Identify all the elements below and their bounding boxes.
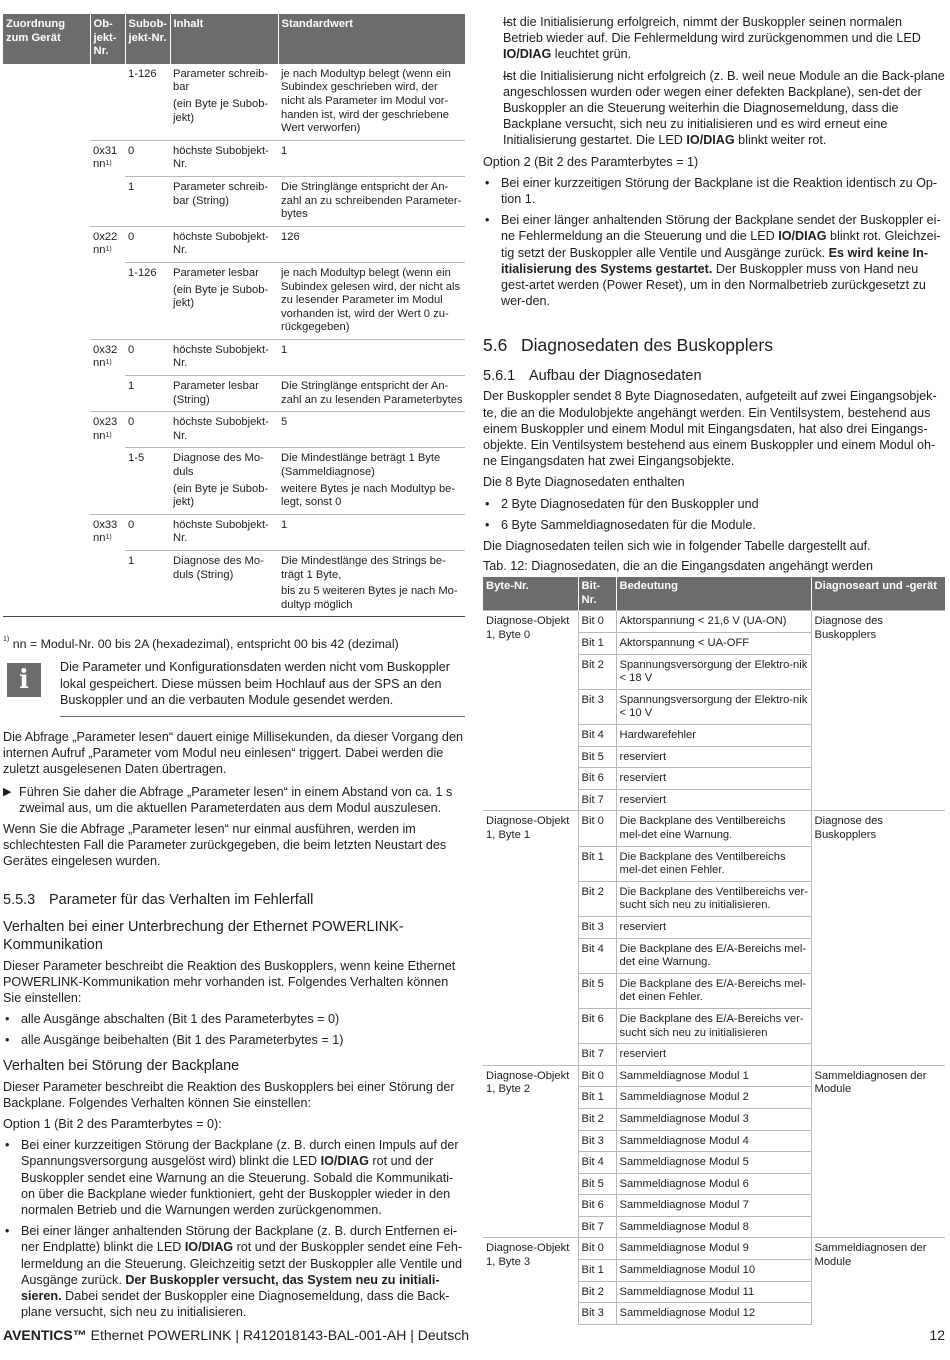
meaning-cell: Sammeldiagnose Modul 5	[616, 1152, 811, 1174]
list-item: • Bei einer kurzzeitigen Störung der Backplane ist die Reaktion identisch zu Op-tion 1.	[483, 175, 945, 207]
meaning-cell: Sammeldiagnose Modul 11	[616, 1281, 811, 1303]
content-text: Parameter schreib-bar (String)	[173, 180, 269, 207]
option-1-list	[3, 1137, 465, 1320]
object-cell	[90, 176, 125, 226]
object-cell	[90, 551, 125, 617]
content-text: (ein Byte je Subob-jekt)	[173, 97, 269, 124]
default-cell	[278, 551, 465, 617]
bit-cell: Bit 3	[578, 1130, 616, 1152]
subobject-cell: 1-5	[125, 448, 170, 514]
meaning-cell: reserviert	[616, 746, 811, 768]
bit-cell: Bit 5	[578, 1173, 616, 1195]
table-row	[3, 64, 465, 140]
bit-cell: Bit 0	[578, 1065, 616, 1087]
meaning-cell: Die Backplane des E/A-Bereichs ver-sucht sich neu zu initialisieren	[616, 1008, 811, 1043]
meaning-cell: Sammeldiagnose Modul 2	[616, 1087, 811, 1109]
default-cell	[278, 339, 465, 375]
subobject-cell: 1-126	[128, 67, 157, 80]
default-text: bis zu 5 weiteren Bytes je nach Mo-dultyp möglich	[281, 585, 458, 611]
subobject-cell: 0	[125, 140, 170, 176]
list-item: • Bei einer kurzzeitigen Störung der Backplane (z. B. durch einen Impuls auf der Spannungsversorgung ausgelöst wird) blinkt die LED IO/DIAG rot und der Buskoppler sendet eine Warnung an die Steuerung. Sobald die Kommunikati-on über die Backplane wieder funktioniert, geht der Buskoppler wieder in den normalen Betrieb und die Warnungen werden zurückgenommen.	[3, 1137, 465, 1218]
meaning-cell: Aktorspannung < UA-OFF	[616, 633, 811, 655]
header-objekt: Ob-jekt-Nr.	[90, 14, 125, 64]
content-text: höchste Subobjekt-Nr.	[173, 144, 269, 171]
table-row	[3, 448, 465, 514]
meaning-cell: Sammeldiagnose Modul 8	[616, 1216, 811, 1238]
default-cell	[278, 376, 465, 412]
diagnosis-kind-cell: Sammeldiagnosen der Module	[811, 1065, 945, 1238]
parameter-table-header	[3, 14, 465, 64]
meaning-cell: Sammeldiagnose Modul 9	[616, 1238, 811, 1260]
object-cell	[90, 140, 125, 176]
footnote-ref: 1)	[105, 359, 112, 367]
subheading-backplane: Verhalten bei Störung der Backplane	[3, 1057, 240, 1074]
meaning-cell: reserviert	[616, 916, 811, 938]
table-row	[3, 226, 465, 262]
bit-cell: Bit 4	[578, 725, 616, 747]
bit-cell: Bit 7	[578, 1044, 616, 1066]
object-cell	[90, 376, 125, 412]
content-cell	[170, 514, 278, 550]
page-number: 12	[929, 1327, 945, 1343]
assignment-cell	[3, 376, 90, 412]
diagnosis-kind-cell: Sammeldiagnosen der Module	[811, 1238, 945, 1324]
bit-cell: Bit 7	[578, 1216, 616, 1238]
list-item: • 6 Byte Sammeldiagnosedaten für die Module.	[483, 517, 945, 533]
option-2-list	[483, 175, 945, 310]
meaning-cell: reserviert	[616, 789, 811, 811]
meaning-cell: Sammeldiagnose Modul 1	[616, 1065, 811, 1087]
default-text: je nach Modultyp belegt (wenn ein Subindex geschrieben wird, der nicht als Parameter im Modul vor-handen ist, wird der geschriebene Wert verworfen)	[281, 67, 451, 135]
table-row	[3, 514, 465, 550]
subobject-cell: 0	[125, 514, 170, 550]
bit-cell: Bit 2	[578, 881, 616, 916]
table-row	[3, 339, 465, 375]
meaning-cell: Die Backplane des Ventilbereichs ver-sucht sich neu zu initialisieren.	[616, 881, 811, 916]
default-cell	[278, 448, 465, 514]
default-cell	[278, 262, 465, 339]
table-row	[3, 140, 465, 176]
paragraph: Die 8 Byte Diagnosedaten enthalten	[483, 475, 685, 490]
object-cell	[90, 514, 125, 550]
parameter-table	[3, 14, 465, 617]
bit-cell: Bit 2	[578, 654, 616, 689]
footer-document-info: AVENTICS™ Ethernet POWERLINK | R412018143-BAL-001-AH | Deutsch	[3, 1327, 470, 1343]
meaning-cell: Sammeldiagnose Modul 10	[616, 1260, 811, 1282]
meaning-cell: Die Backplane des Ventilbereichs mel-det eine Warnung.	[616, 811, 811, 846]
assignment-cell	[3, 262, 90, 339]
content-cell	[170, 551, 278, 617]
bit-cell: Bit 3	[578, 916, 616, 938]
initialisation-list	[483, 14, 945, 149]
section-heading-5-6-1: 5.6.1 Aufbau der Diagnosedaten	[483, 368, 702, 385]
list-item: • Bei einer länger anhaltenden Störung der Backplane (z. B. durch Entfernen ei-ner Endplatte) blinkt die LED IO/DIAG rot und der Buskoppler sendet eine Feh-lermeldung an die Steuerung. Gleichzeitig setzt der Buskoppler alle Ventile und Ausgänge zurück. Der Buskoppler versucht, das System neu zu initiali-sieren. Dabei sendet der Buskoppler eine Diagnosemeldung, dass die Back-plane versucht, sich neu zu initialisieren.	[3, 1223, 465, 1320]
content-cell	[170, 339, 278, 375]
subobject-cell: 0	[125, 412, 170, 448]
bit-cell: Bit 2	[578, 1108, 616, 1130]
content-cell	[170, 448, 278, 514]
object-cell	[90, 262, 125, 339]
default-cell	[278, 514, 465, 550]
footnote-ref: 1)	[105, 246, 112, 254]
diagnosis-kind-cell: Diagnose des Buskopplers	[811, 611, 945, 811]
object-number: 0x32 nn	[93, 343, 118, 370]
bit-cell: Bit 0	[578, 1238, 616, 1260]
byte-cell: Diagnose-Objekt 1, Byte 0	[483, 611, 578, 811]
diagnosis-table-body	[483, 611, 945, 1324]
paragraph: Dieser Parameter beschreibt die Reaktion des Buskopplers bei einer Störung der Backplane. Folgendes Verhalten können Sie einstellen:	[3, 1079, 455, 1110]
bit-cell: Bit 0	[578, 811, 616, 846]
header-inhalt: Inhalt	[170, 14, 278, 64]
subobject-cell: 0	[125, 226, 170, 262]
content-text: Parameter lesbar (String)	[173, 380, 259, 406]
default-cell	[278, 64, 465, 140]
paragraph: Die Diagnosedaten teilen sich wie in folgender Tabelle dargestellt auf.	[483, 539, 871, 554]
assignment-cell	[3, 448, 90, 514]
assignment-cell	[3, 339, 90, 375]
action-arrow-icon: ▶	[3, 785, 12, 798]
table-row	[3, 176, 465, 226]
meaning-cell: Spannungsversorgung der Elektro-nik < 18 V	[616, 654, 811, 689]
content-text: (ein Byte je Subob-jekt)	[173, 283, 269, 310]
ethernet-options-list	[3, 1011, 465, 1048]
content-cell	[170, 64, 278, 140]
object-cell	[90, 64, 125, 140]
diagnosis-table-header	[483, 577, 945, 611]
meaning-cell: Sammeldiagnose Modul 7	[616, 1195, 811, 1217]
default-text: 1	[281, 144, 288, 157]
assignment-cell	[3, 551, 90, 617]
assignment-cell	[3, 176, 90, 226]
header-bedeutung: Bedeutung	[616, 577, 811, 611]
content-text: Parameter schreib-bar	[173, 67, 269, 94]
subobject-cell: 1-126	[125, 262, 170, 339]
meaning-cell: reserviert	[616, 1044, 811, 1066]
meaning-cell: Aktorspannung < 21,6 V (UA-ON)	[616, 611, 811, 633]
action-text: Führen Sie daher die Abfrage „Parameter lesen“ in einem Abstand von ca. 1 s zweimal aus, um die aktuellen Parameterdaten aus dem Modul auszulesen.	[19, 784, 453, 815]
object-cell	[90, 339, 125, 375]
info-note	[3, 659, 465, 717]
page-footer	[3, 1327, 945, 1343]
bit-cell: Bit 2	[578, 1281, 616, 1303]
default-text: weitere Bytes je nach Modultyp be-legt, sonst 0	[281, 482, 456, 509]
meaning-cell: Die Backplane des Ventilbereichs mel-det einen Fehler.	[616, 846, 811, 881]
list-item: – Ist die Initialisierung erfolgreich, nimmt der Buskoppler seinen normalen Betrieb wieder auf. Die Fehlermeldung wird zurückgenommen und die LED IO/DIAG leuchtet grün.	[483, 14, 945, 63]
object-number: 0x23 nn	[93, 416, 118, 442]
header-standardwert: Standardwert	[278, 14, 465, 64]
table-footnote: $^{1)}$ nn = Modul-Nr. 00 bis 2A (hexadezimal), entspricht 00 bis 42 (dezimal)	[3, 636, 399, 652]
object-cell	[90, 226, 125, 262]
list-item: – Ist die Initialisierung nicht erfolgreich (z. B. weil neue Module an die Back-plane angeschlossen wurden oder wegen einer defekten Backplane), sen-det der Buskoppler an die Steuerung weiterhin die Diagnosemeldung, dass die Backplane versucht, sich neu zu initialisieren und es wird erneut eine Initialisierung gestartet. Die LED IO/DIAG blinkt weiter rot.	[483, 68, 945, 149]
meaning-cell: reserviert	[616, 768, 811, 790]
byte-cell: Diagnose-Objekt 1, Byte 1	[483, 811, 578, 1065]
content-text: höchste Subobjekt-Nr.	[173, 416, 269, 442]
list-item: • 2 Byte Diagnosedaten für den Buskoppler und	[483, 496, 945, 512]
table-row	[3, 551, 465, 617]
content-text: Diagnose des Mo-duls (String)	[173, 555, 264, 581]
bit-cell: Bit 7	[578, 789, 616, 811]
left-column	[3, 14, 465, 1325]
bit-cell: Bit 1	[578, 1087, 616, 1109]
meaning-cell: Sammeldiagnose Modul 12	[616, 1303, 811, 1325]
option-2-label: Option 2 (Bit 2 des Paramterbytes = 1)	[483, 154, 699, 169]
bit-cell: Bit 4	[578, 938, 616, 973]
header-zuordnung: Zuordnung zum Gerät	[3, 14, 90, 64]
default-text: 126	[281, 230, 300, 243]
subobject-cell: 1	[125, 176, 170, 226]
default-text: Die Mindestlänge des Strings be-trägt 1 Byte,	[281, 555, 446, 581]
paragraph: Die Abfrage „Parameter lesen“ dauert einige Millisekunden, da dieser Vorgang den internen Aufruf „Parameter vom Modul neu einlesen“ triggert. Dabei werden die zuletzt ausgelesenen Daten übertragen.	[3, 729, 463, 777]
assignment-cell	[3, 412, 90, 448]
default-cell	[278, 176, 465, 226]
object-cell	[90, 412, 125, 448]
paragraph: Wenn Sie die Abfrage „Parameter lesen“ nur einmal ausführen, werden im schlechtesten Fall die Parameter zurückgegeben, die beim letzten Neustart des Gerätes eingelesen wurden.	[3, 822, 447, 869]
header-diagnoseart: Diagnoseart und -gerät	[811, 577, 945, 611]
right-column	[483, 14, 945, 1325]
default-cell	[278, 226, 465, 262]
meaning-cell: Die Backplane des E/A-Bereichs mel-det einen Fehler.	[616, 973, 811, 1008]
table-caption: Tab. 12: Diagnosedaten, die an die Eingangsdaten angehängt werden	[483, 559, 874, 574]
subheading-ethernet: Verhalten bei einer Unterbrechung der Ethernet POWERLINK-Kommunikation	[3, 918, 404, 953]
subobject-cell: 0	[125, 339, 170, 375]
subobject-cell: 1	[125, 376, 170, 412]
bit-cell: Bit 6	[578, 1195, 616, 1217]
footnote-ref: 1)	[105, 534, 112, 542]
parameter-table-body	[3, 64, 465, 617]
content-cell	[170, 176, 278, 226]
content-text: höchste Subobjekt-Nr.	[173, 518, 269, 545]
default-text: 1	[281, 343, 288, 356]
assignment-cell	[3, 226, 90, 262]
meaning-cell: Die Backplane des E/A-Bereichs mel-det eine Warnung.	[616, 938, 811, 973]
default-text: 5	[281, 416, 288, 429]
default-text: 1	[281, 518, 288, 531]
bit-cell: Bit 5	[578, 746, 616, 768]
table-row	[483, 1065, 945, 1087]
default-cell	[278, 140, 465, 176]
bit-cell: Bit 1	[578, 846, 616, 881]
table-row	[483, 1238, 945, 1260]
bit-cell: Bit 1	[578, 633, 616, 655]
content-cell	[170, 226, 278, 262]
bit-cell: Bit 4	[578, 1152, 616, 1174]
list-item: • Bei einer länger anhaltenden Störung der Backplane sendet der Buskoppler ei-ne Fehlermeldung an die Steuerung und die LED IO/DIAG blinkt rot. Gleichzei-tig setzt der Buskoppler alle Ventile und Ausgänge zurück. Es wird keine In-itialisierung des Systems gestartet. Der Buskoppler muss von Hand neu gest-artet werden (Power Reset), um in den Normalbetrieb zurückgesetzt zu wer-den.	[483, 212, 945, 309]
header-subobjekt: Subob-jekt-Nr.	[125, 14, 170, 64]
meaning-cell: Sammeldiagnose Modul 3	[616, 1108, 811, 1130]
content-text: (ein Byte je Subob-jekt)	[173, 482, 269, 509]
header-byte-nr: Byte-Nr.	[483, 577, 578, 611]
header-bit-nr: Bit-Nr.	[578, 577, 616, 611]
action-step	[3, 784, 465, 816]
meaning-cell: Spannungsversorgung der Elektro-nik < 10 V	[616, 689, 811, 724]
diagnosis-table	[483, 577, 945, 1325]
assignment-cell	[3, 514, 90, 550]
byte-cell: Diagnose-Objekt 1, Byte 2	[483, 1065, 578, 1238]
default-text: Die Mindestlänge beträgt 1 Byte (Sammeldiagnose)	[281, 452, 441, 479]
bit-cell: Bit 0	[578, 611, 616, 633]
info-note-text: Die Parameter und Konfigurationsdaten werden nicht vom Buskoppler lokal gespeichert. Diese müssen beim Hochlauf aus der SPS an den Buskoppler und an die verbauten Module gesendet werden.	[60, 659, 465, 717]
paragraph: Dieser Parameter beschreibt die Reaktion des Buskopplers, wenn keine Ethernet POWERLINK-Kommunikation mehr vorhanden ist. Folgendes Verhalten können Sie einstellen:	[3, 958, 456, 1006]
object-number: 0x31 nn	[93, 144, 118, 171]
meaning-cell: Sammeldiagnose Modul 6	[616, 1173, 811, 1195]
content-text: höchste Subobjekt-Nr.	[173, 230, 269, 257]
table-row	[3, 262, 465, 339]
bit-cell: Bit 6	[578, 1008, 616, 1043]
default-cell	[278, 412, 465, 448]
default-text: Die Stringlänge entspricht der An-zahl an zu schreibenden Parameter-bytes	[281, 180, 462, 221]
bit-cell: Bit 3	[578, 689, 616, 724]
object-number: 0x33 nn	[93, 518, 118, 545]
assignment-cell	[3, 64, 90, 140]
content-cell	[170, 140, 278, 176]
object-cell	[90, 448, 125, 514]
meaning-cell: Sammeldiagnose Modul 4	[616, 1130, 811, 1152]
content-text: höchste Subobjekt-Nr.	[173, 343, 269, 370]
content-text: Diagnose des Mo-duls	[173, 452, 264, 479]
table-row	[483, 611, 945, 633]
footnote-ref: 1)	[105, 160, 112, 168]
meaning-cell: Hardwarefehler	[616, 725, 811, 747]
diagnosis-content-list	[483, 496, 945, 533]
section-heading-5-6: 5.6 Diagnosedaten des Buskopplers	[483, 335, 773, 356]
list-item: • alle Ausgänge beibehalten (Bit 1 des Parameterbytes = 1)	[3, 1032, 465, 1048]
subobject-cell: 1	[125, 551, 170, 617]
default-text: Die Stringlänge entspricht der An-zahl an zu lesenden Parameterbytes	[281, 380, 463, 406]
object-number: 0x22 nn	[93, 230, 118, 257]
content-cell	[170, 262, 278, 339]
table-row	[483, 811, 945, 846]
option-1-label: Option 1 (Bit 2 des Paramterbytes = 0):	[3, 1117, 222, 1132]
list-item: • alle Ausgänge abschalten (Bit 1 des Parameterbytes = 0)	[3, 1011, 465, 1027]
diagnosis-kind-cell: Diagnose des Buskopplers	[811, 811, 945, 1065]
info-icon: i	[7, 663, 41, 697]
assignment-cell	[3, 140, 90, 176]
content-cell	[170, 412, 278, 448]
bit-cell: Bit 5	[578, 973, 616, 1008]
table-row	[3, 376, 465, 412]
default-text: je nach Modultyp belegt (wenn ein Subindex gelesen wird, der nicht als zu lesender Parameter im Modul vorhanden ist, wird der Wert 0 zu-rückgegeben)	[281, 266, 461, 334]
bit-cell: Bit 6	[578, 768, 616, 790]
bit-cell: Bit 1	[578, 1260, 616, 1282]
paragraph: Der Buskoppler sendet 8 Byte Diagnosedaten, aufgeteilt auf zwei Eingangsobjek-te, die an die Modulobjekte angehängt werden. Ein Ventilsystem, bestehend aus einem Buskoppler und einem Modul mit Eingangsdaten, hat also drei Eingangs-objekte. Ein Ventilsystem bestehend aus einem Buskoppler und einem Modul oh-ne Eingangsdaten hat zwei Eingangsobjekte.	[483, 389, 937, 469]
bit-cell: Bit 3	[578, 1303, 616, 1325]
footnote-ref: 1)	[105, 431, 112, 439]
content-text: Parameter lesbar	[173, 266, 259, 279]
table-row	[3, 412, 465, 448]
byte-cell: Diagnose-Objekt 1, Byte 3	[483, 1238, 578, 1324]
section-heading-5-5-3: 5.5.3 Parameter für das Verhalten im Fehlerfall	[3, 891, 314, 908]
content-cell	[170, 376, 278, 412]
